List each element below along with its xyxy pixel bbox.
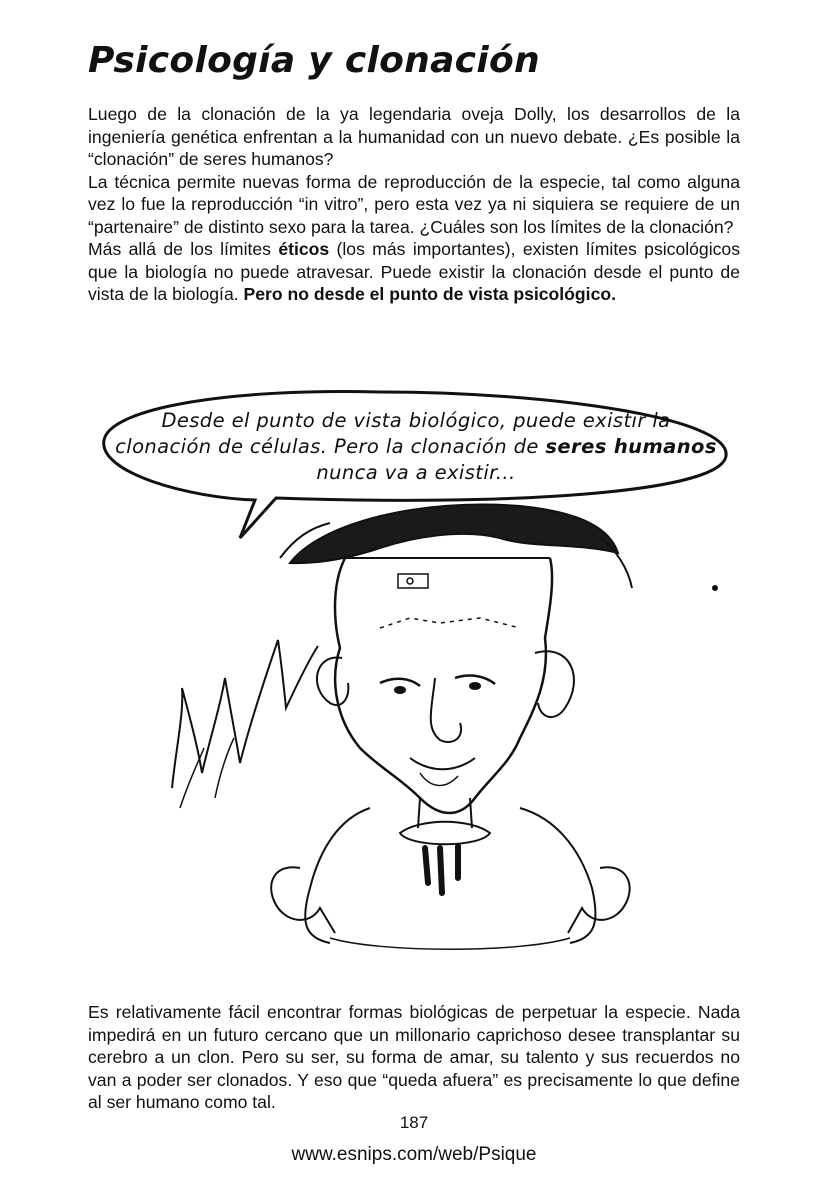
mouth <box>410 758 475 769</box>
intro-sentence-3a: Más allá de los límites <box>88 239 271 259</box>
head <box>335 558 552 813</box>
intro-paragraph <box>88 103 740 306</box>
bubble-text-emphasis: seres humanos <box>545 435 717 458</box>
body <box>305 808 595 943</box>
left-ear <box>317 658 348 706</box>
nose <box>431 678 461 742</box>
intro-bold-eticos: éticos <box>278 239 330 259</box>
intro-sentence-1: Luego de la clonación de la ya legendaria oveja Dolly, los desarrollos de la ingeniería genética enfrentan a la humanidad con un nuevo debate. ¿Es posible la “clonación” de seres humanos? <box>88 104 740 169</box>
zigzag-lines <box>172 640 318 788</box>
collar <box>400 822 490 845</box>
intro-bold-conclusion: Pero no desde el punto de vista psicológico. <box>243 284 616 304</box>
footer-url: www.esnips.com/web/Psique <box>291 1144 537 1165</box>
page-title: Psicología y clonación <box>88 40 540 81</box>
closing-paragraph: Es relativamente fácil encontrar formas biológicas de perpetuar la especie. Nada impedirá en un futuro cercano que un millonario caprichoso desee transplantar su cerebro a un clon. Pero su ser, su forma de amar, su talento y sus recuerdos no van a poder ser clonados. Y eso que “queda afuera” es precisamente lo que define al ser humano como tal. <box>88 1002 740 1112</box>
page-number: 187 <box>399 1113 429 1132</box>
left-hand <box>271 867 335 933</box>
intro-sentence-2: La técnica permite nuevas forma de reproducción de la especie, tal como alguna vez lo fue la reproducción “in vitro”, pero esta vez ya ni siquiera se requiere de un “partenaire” de distinto sexo para la tarea. ¿Cuáles son los límites de la clonación? <box>88 171 740 237</box>
hair <box>290 505 618 564</box>
speech-bubble-text <box>110 408 722 486</box>
bubble-text-part-1: Desde el punto de vista biológico, puede existir la clonación de células. Pero la clonación de <box>115 409 671 458</box>
intro-sentence-3c: (los más importantes), existen límites psicológicos que la biología no puede atravesar. Puede existir la clonación desde el punto de vista de la biología. <box>88 239 740 304</box>
bubble-text-part-3: nunca va a existir... <box>316 461 516 484</box>
right-hand <box>568 867 630 933</box>
